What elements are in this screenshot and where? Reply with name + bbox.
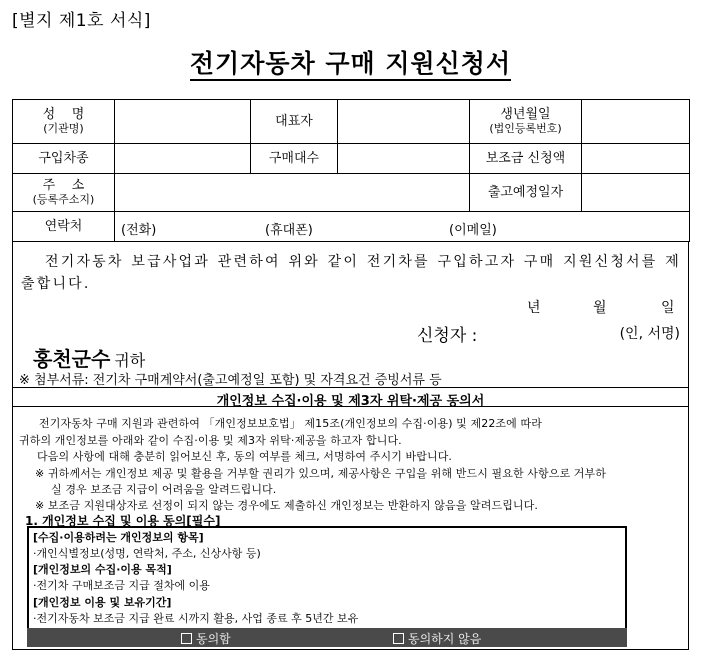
addressee-name: 홍천군수 — [33, 347, 111, 371]
address-label: 주 소 — [42, 177, 85, 193]
name-field[interactable] — [115, 100, 251, 144]
agree-checkbox[interactable] — [181, 633, 192, 644]
name-label: 성 명 — [42, 106, 85, 122]
applicant-label: 신청자 : — [417, 326, 478, 346]
car-type-field[interactable] — [115, 144, 251, 174]
period-text: ·전기자동차 보조금 지급 완료 시까지 활용, 사업 종료 후 5년간 보유 — [33, 612, 359, 625]
contact-field[interactable] — [115, 212, 690, 242]
birth-label: 생년월일 — [500, 106, 551, 122]
applicant-info-table — [12, 99, 690, 242]
address-field[interactable] — [115, 174, 470, 212]
items-text: ·개인식별정보(성명, 연락처, 주소, 신상사항 등) — [33, 547, 261, 560]
declaration-box — [12, 241, 689, 387]
org-name-sublabel: (기관명) — [43, 121, 84, 135]
consent-notice-1b: 실 경우 보조금 지급이 어려움을 알려드립니다. — [51, 483, 277, 496]
consent-title: 개인정보 수집·이용 및 제3자 위탁·제공 동의서 — [216, 394, 485, 409]
consent-intro-2: 귀하의 개인정보를 아래와 같이 수집·이용 및 제3자 위탁·제공을 하고자 합니다. — [19, 434, 402, 447]
date-year-label: 년 — [527, 300, 541, 316]
privacy-consent-section — [12, 387, 689, 650]
disagree-option[interactable] — [393, 630, 481, 647]
release-label: 출고예정일자 — [470, 174, 582, 212]
email-label: (이메일) — [449, 223, 497, 238]
period-heading: [개인정보 이용 및 보유기간] — [33, 596, 172, 609]
subsidy-field[interactable] — [582, 144, 690, 174]
items-heading: [수집·이용하려는 개인정보의 항목] — [33, 531, 204, 544]
qty-field[interactable] — [338, 144, 470, 174]
disagree-label: 동의하지 않음 — [408, 632, 482, 646]
rep-field[interactable] — [338, 100, 470, 144]
attachments-note: ※ 첨부서류: 전기차 구매계약서(출고예정일 포함) 및 자격요건 증빙서류 등 — [19, 373, 442, 388]
purpose-text: ·전기차 구매보조금 지급 절차에 이용 — [33, 579, 210, 592]
date-month-label: 월 — [593, 300, 607, 316]
phone-label: (전화) — [121, 223, 157, 238]
addressee — [33, 343, 145, 372]
car-type-label: 구입차종 — [13, 144, 115, 174]
address-label-cell — [13, 174, 115, 212]
collection-details-box — [27, 526, 627, 632]
purpose-heading: [개인정보의 수집·이용 목적] — [33, 563, 172, 576]
consent-divider — [13, 406, 688, 407]
agree-label: 동의함 — [196, 632, 231, 646]
reg-address-sublabel: (등록주소지) — [32, 192, 95, 206]
seal-label: (인, 서명) — [619, 326, 680, 342]
release-field[interactable] — [582, 174, 690, 212]
form-number-label: [별지 제1호 서식] — [12, 11, 151, 31]
name-label-cell — [13, 100, 115, 144]
section1-heading: 1. 개인정보 수집 및 이용 동의[필수] — [25, 514, 221, 528]
agree-option[interactable] — [181, 630, 231, 647]
birth-label-cell — [470, 100, 582, 144]
mobile-label: (휴대폰) — [265, 223, 313, 238]
consent-notice-2: ※ 보조금 지원대상자로 선정이 되지 않는 경우에도 제출하신 개인정보는 반환하지 않음을 알려드립니다. — [35, 499, 538, 512]
subsidy-label: 보조금 신청액 — [470, 144, 582, 174]
date-day-label: 일 — [661, 300, 675, 316]
qty-label: 구매대수 — [251, 144, 338, 174]
contact-label: 연락처 — [13, 212, 115, 242]
corp-reg-sublabel: (법인등록번호) — [489, 121, 562, 135]
title-text: 전기자동차 구매 지원신청서 — [190, 49, 511, 81]
consent-choice-bar — [27, 628, 627, 647]
consent-intro-1: 전기자동차 구매 지원과 관련하여 「개인정보보호법」 제15조(개인정보의 수집·이용) 및 제22조에 따라 — [39, 417, 542, 430]
consent-intro-3: 다음의 사항에 대해 충분히 읽어보신 후, 동의 여부를 체크, 서명하여 주시기 바랍니다. — [37, 450, 453, 463]
addressee-suffix: 귀하 — [114, 351, 146, 370]
disagree-checkbox[interactable] — [393, 633, 404, 644]
rep-label: 대표자 — [251, 100, 338, 144]
declaration-statement: 전기자동차 보급사업과 관련하여 위와 같이 전기차를 구입하고자 구매 지원신청서를 제출합니다. — [21, 254, 681, 292]
consent-notice-1: ※ 귀하께서는 개인정보 제공 및 활용을 거부할 권리가 있으며, 제공사항은 구입을 위해 반드시 필요한 사항으로 거부하 — [35, 467, 606, 480]
form-title — [0, 44, 701, 80]
birth-field[interactable] — [582, 100, 690, 144]
